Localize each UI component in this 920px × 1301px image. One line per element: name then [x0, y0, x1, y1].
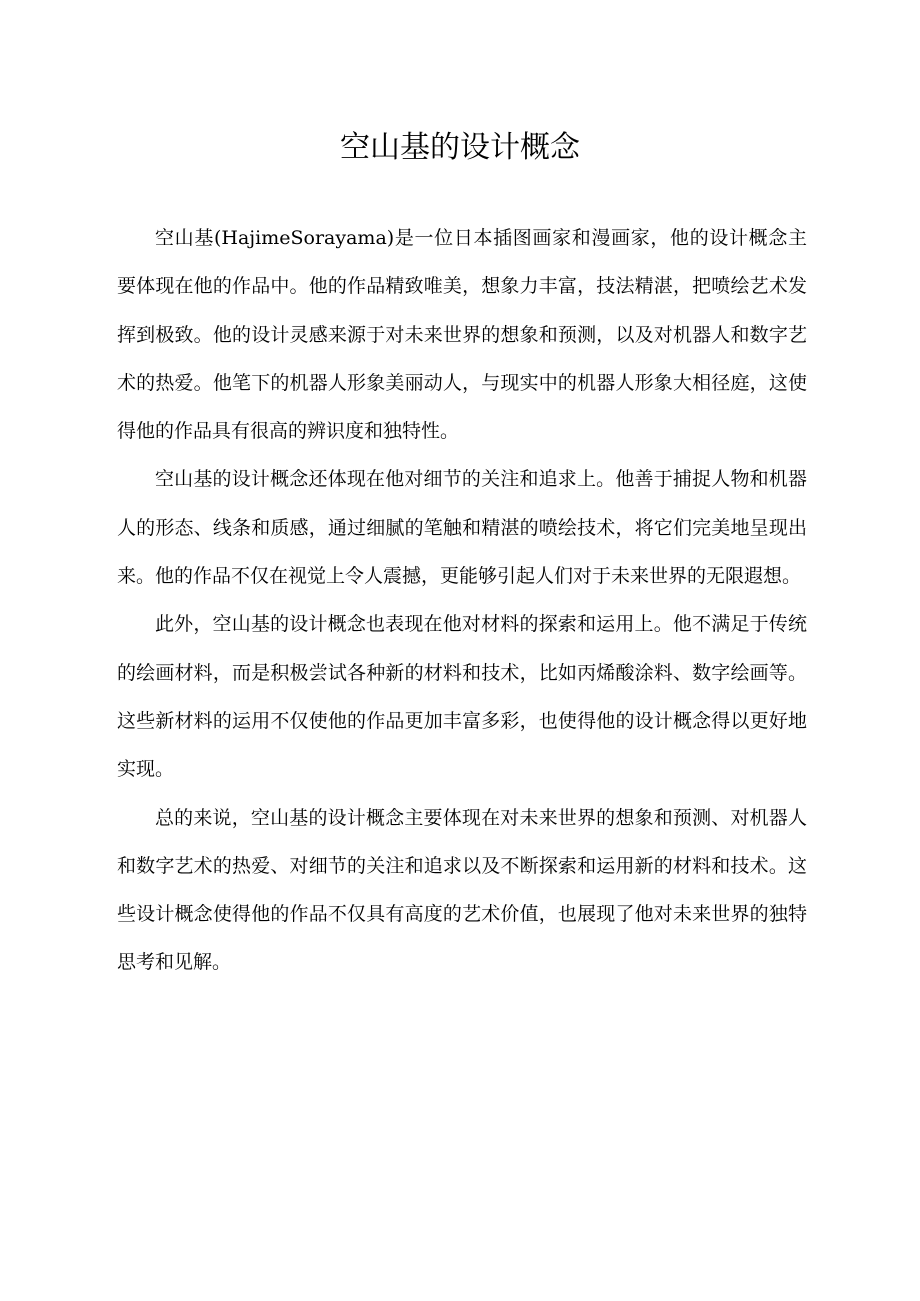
document-body — [117, 214, 807, 987]
paragraph: 此外，空山基的设计概念也表现在他对材料的探索和运用上。他不满足于传统的绘画材料，而是积极尝试各种新的材料和技术，比如丙烯酸涂料、数字绘画等。这些新材料的运用不仅使他的作品更加丰富多彩，也使得他的设计概念得以更好地实现。 — [117, 613, 807, 781]
paragraph: 总的来说，空山基的设计概念主要体现在对未来世界的想象和预测、对机器人和数字艺术的热爱、对细节的关注和追求以及不断探索和运用新的材料和技术。这些设计概念使得他的作品不仅具有高度的艺术价值，也展现了他对未来世界的独特思考和见解。 — [117, 806, 807, 974]
paragraph: 空山基的设计概念还体现在他对细节的关注和追求上。他善于捕捉人物和机器人的形态、线条和质感，通过细腻的笔触和精湛的喷绘技术，将它们完美地呈现出来。他的作品不仅在视觉上令人震撼，更能够引起人们对于未来世界的无限遐想。 — [117, 468, 807, 588]
document-title: 空山基的设计概念 — [340, 130, 580, 165]
paragraph: 空山基(HajimeSorayama)是一位日本插图画家和漫画家，他的设计概念主要体现在他的作品中。他的作品精致唯美，想象力丰富，技法精湛，把喷绘艺术发挥到极致。他的设计灵感来源于对未来世界的想象和预测，以及对机器人和数字艺术的热爱。他笔下的机器人形象美丽动人，与现实中的机器人形象大相径庭，这使得他的作品具有很高的辨识度和独特性。 — [117, 227, 807, 443]
